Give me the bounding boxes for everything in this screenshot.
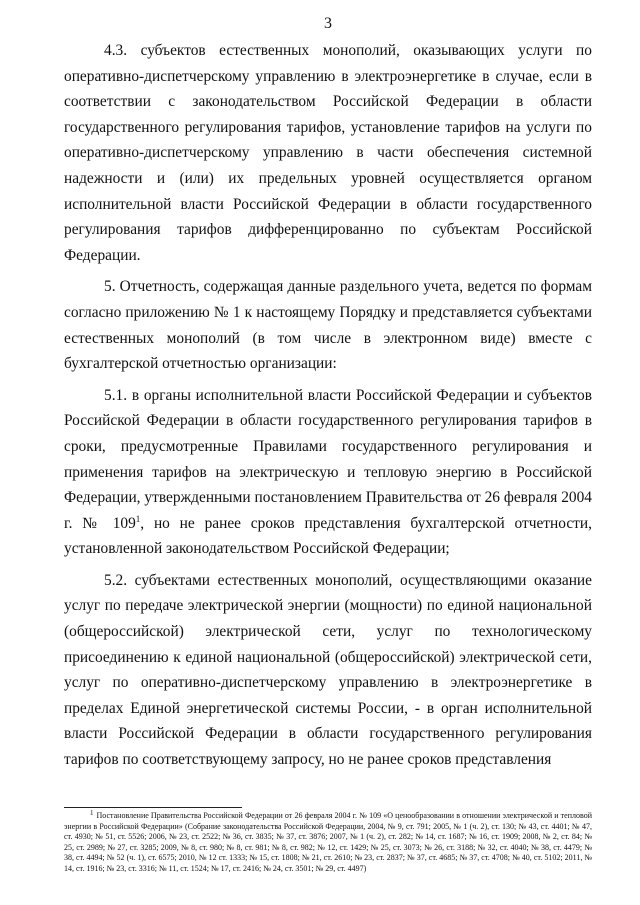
paragraph-5-2: 5.2. субъектами естественных монополий, осуществляющими оказание услуг по передаче электрической энергии (мощности) по единой национальной (общероссийской) электрической сети, услуг по технологическому присоединению к единой национальной (общероссийской) электрической сети, услуг по оперативно-диспетчерскому управлению в электроэнергетике в пределах Единой энергетической системы России, - в орган исполнительной власти Российской Федерации в области государственного регулирования тарифов по соответствующему запросу, но не ранее сроков представления: [64, 571, 592, 769]
paragraph-5-1: [64, 383, 592, 562]
paragraph-5-1-text-end: , но не ранее сроков представления бухгалтерской отчетности, установленной законодательством Российской Федерации;: [64, 514, 592, 558]
footnote-divider: [64, 807, 242, 808]
footnote-text: Постановление Правительства Российской Федерации от 26 февраля 2004 г. № 109 «О ценообразовании в отношении электрической и тепловой энергии в Российской Федерации» (Собрание законодательства Российской Федерации, 2004, № 9, ст. 791; 2005, № 1 (ч. 2), ст. 130; № 43, ст. 4401; № 47, ст. 4930; № 51, ст. 5526; 2006, № 23, ст. 2522; № 36, ст. 3835; № 37, ст. 3876; 2007, № 1 (ч. 2), ст. 282; № 14, ст. 1687; № 16, ст. 1909; 2008, № 2, ст. 84; № 25, ст. 2989; № 27, ст. 3285; 2009, № 8, ст. 980; № 8, ст. 981; № 8, ст. 982; № 12, ст. 1429; № 25, ст. 3073; № 26, ст. 3188; № 32, ст. 4040; № 38, ст. 4479; № 38, ст. 4494; № 52 (ч. 1), ст. 6575; 2010, № 12 ст. 1333; № 15, ст. 1808; № 21, ст. 2610; № 23, ст. 2837; № 37, ст. 4685; № 37, ст. 4708; № 40, ст. 5102; 2011, № 14, ст. 1916; № 23, ст. 3316; № 11, ст. 1524; № 17, ст. 2416; № 24, ст. 3501; № 29, ст. 4497): [64, 811, 592, 873]
page-number: 3: [324, 15, 332, 32]
paragraph-5-1-text-start: 5.1. в органы исполнительной власти Российской Федерации и субъектов Российской Федерации в области государственного регулирования тарифов в сроки, предусмотренные Правилами государственного регулирования и применения тарифов на электрическую и тепловую энергию в Российской Федерации, утвержденными постановлением Правительства от 26 февраля 2004 г. № 109: [64, 386, 592, 532]
paragraph-4-3: 4.3. субъектов естественных монополий, оказывающих услуги по оперативно-диспетчерскому управлению в электроэнергетике в случае, если в соответствии с законодательством Российской Федерации в области государственного регулирования тарифов, установление тарифов на услуги по оперативно-диспетчерскому управлению в части обеспечения системной надежности и (или) их предельных уровней осуществляется органом исполнительной власти Российской Федерации в области государственного регулирования тарифов дифференцированно по субъектам Российской Федерации.: [64, 42, 592, 264]
document-page: [64, 14, 592, 773]
footnote: [64, 811, 592, 875]
footnote-reference[interactable]: 1: [135, 513, 141, 524]
paragraph-5: 5. Отчетность, содержащая данные раздельного учета, ведется по формам согласно приложению № 1 к настоящему Порядку и представляется субъектами естественных монополий (в том числе в электронном виде) вместе с бухгалтерской отчетностью организации:: [64, 278, 592, 373]
footnote-marker: 1: [90, 809, 94, 817]
